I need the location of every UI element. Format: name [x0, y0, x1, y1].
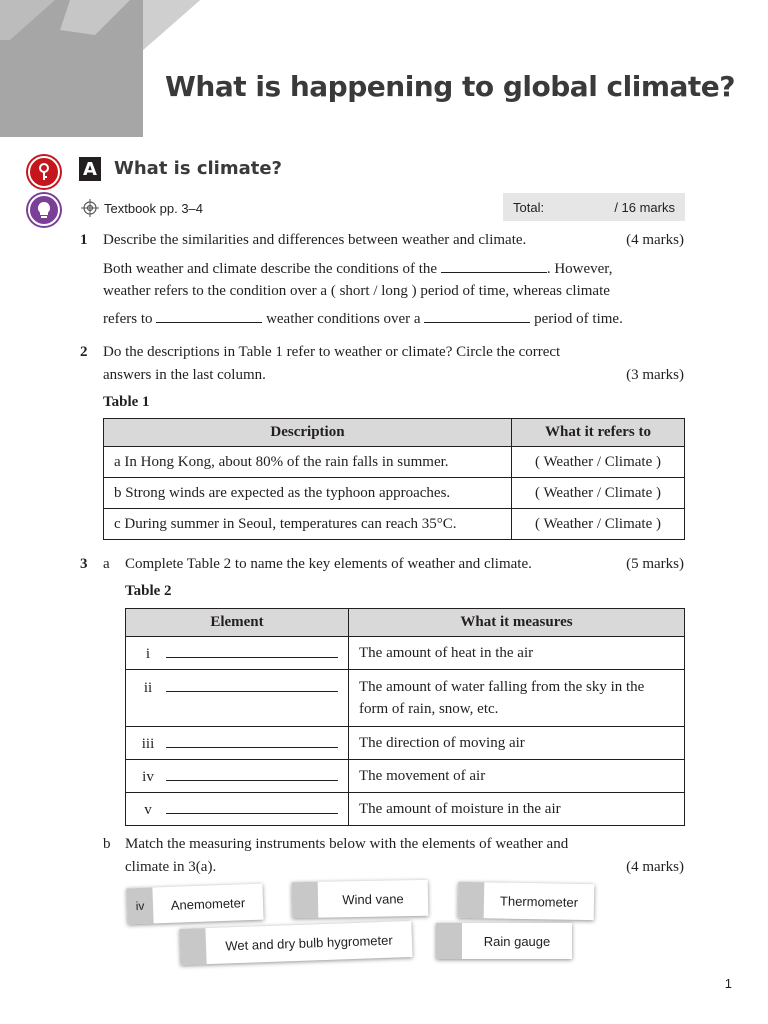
key-icon [28, 156, 60, 188]
q3b-prompt-line-2: climate in 3(a). [125, 859, 217, 875]
table-row [104, 478, 685, 509]
question-number: 3 [80, 556, 88, 572]
q1-line1-text-a: Both weather and climate describe the conditions of the [103, 261, 438, 277]
weather-climate-choice[interactable]: ( Weather / Climate ) [512, 478, 685, 509]
q1-prompt: Describe the similarities and differences between weather and climate. [103, 232, 527, 248]
q2-prompt-line-2: answers in the last column. [103, 367, 266, 383]
table-header: What it measures [349, 609, 685, 637]
instrument-card-rain-gauge[interactable] [436, 923, 572, 959]
instrument-card-anemometer[interactable] [126, 884, 263, 925]
element-blank[interactable] [166, 678, 338, 692]
row-numeral: ii [143, 680, 153, 696]
element-blank[interactable] [166, 800, 338, 814]
q3b-letter: b [103, 836, 111, 852]
element-blank[interactable] [166, 767, 338, 781]
table-row [126, 793, 685, 826]
element-blank[interactable] [166, 734, 338, 748]
section-title: What is climate? [114, 158, 283, 179]
lightbulb-icon [28, 194, 60, 226]
q3b-marks: (4 marks) [626, 859, 684, 875]
element-blank[interactable] [166, 644, 338, 658]
row-numeral: iii [141, 735, 155, 752]
measures-line-2: form of rain, snow, etc. [359, 701, 499, 717]
weather-climate-choice[interactable]: ( Weather / Climate ) [512, 447, 685, 478]
textbook-ref-text: Textbook pp. 3–4 [104, 200, 204, 216]
card-label: Wind vane [342, 890, 404, 907]
element-cell [126, 670, 349, 727]
fill-blank[interactable] [424, 309, 530, 323]
textbook-reference [80, 198, 203, 218]
page-title: What is happening to global climate? [165, 70, 736, 103]
instrument-card-wind-vane[interactable] [292, 880, 429, 918]
q1-answer-line-2: weather refers to the condition over a ( short / long ) period of time, whereas climate [103, 283, 610, 299]
total-label: Total: [513, 199, 545, 215]
card-label: Anemometer [170, 894, 246, 913]
target-icon [80, 198, 100, 218]
table-row [126, 760, 685, 793]
element-cell [126, 760, 349, 793]
weather-climate-choice[interactable]: ( Weather / Climate ) [512, 509, 685, 540]
section-letter: A [79, 157, 101, 181]
total-marks: / 16 marks [614, 199, 675, 215]
table-2 [125, 608, 685, 826]
instrument-card-hygrometer[interactable] [179, 921, 412, 965]
table-1-caption: Table 1 [103, 394, 150, 410]
card-label: Wet and dry bulb hygrometer [225, 932, 393, 953]
card-answer-tab[interactable]: iv [126, 887, 153, 924]
row-numeral: v [144, 801, 152, 818]
element-cell [126, 637, 349, 670]
question-number: 1 [80, 232, 88, 248]
card-label: Thermometer [499, 893, 579, 910]
element-cell [126, 727, 349, 760]
fill-blank[interactable] [441, 259, 547, 273]
fill-blank[interactable] [156, 309, 262, 323]
corner-decoration [0, 0, 200, 137]
measures-cell: The amount of heat in the air [349, 637, 685, 670]
table-row [126, 637, 685, 670]
table-cell-description: b Strong winds are expected as the typhoon approaches. [104, 478, 512, 509]
total-marks-box [503, 193, 685, 221]
q3a-marks: (5 marks) [626, 556, 684, 572]
q1-line3-text-a: refers to [103, 311, 153, 327]
q1-line3-text-b: weather conditions over a [266, 311, 421, 327]
measures-cell: The movement of air [349, 760, 685, 793]
element-cell [126, 793, 349, 826]
q1-answer-line-1 [103, 259, 612, 278]
table-row [126, 727, 685, 760]
row-numeral: i [145, 645, 151, 662]
card-answer-tab[interactable] [458, 882, 485, 918]
table-cell-description: c During summer in Seoul, temperatures can reach 35°C. [104, 509, 512, 540]
measures-cell: The amount of moisture in the air [349, 793, 685, 826]
q2-prompt-line-1: Do the descriptions in Table 1 refer to weather or climate? Circle the correct [103, 344, 561, 360]
measures-cell [349, 670, 685, 727]
table-row [104, 509, 685, 540]
instrument-card-thermometer[interactable] [458, 882, 595, 920]
q3a-prompt: Complete Table 2 to name the key elements of weather and climate. [125, 556, 532, 572]
q3b-prompt-line-1: Match the measuring instruments below with the elements of weather and [125, 836, 569, 852]
table-cell-description: a In Hong Kong, about 80% of the rain falls in summer. [104, 447, 512, 478]
card-answer-tab[interactable] [436, 923, 462, 959]
page-number: 1 [724, 976, 732, 991]
measures-line-1: The amount of water falling from the sky in the [359, 679, 645, 695]
q1-line1-text-b: . However, [546, 261, 613, 277]
table-header: Description [104, 419, 512, 447]
card-answer-tab[interactable] [179, 928, 206, 965]
table-row [126, 670, 685, 727]
q3a-letter: a [103, 556, 110, 572]
q1-line3-text-c: period of time. [534, 311, 623, 327]
table-row [104, 447, 685, 478]
table-header: Element [126, 609, 349, 637]
row-numeral: iv [142, 768, 154, 785]
measures-cell: The direction of moving air [349, 727, 685, 760]
card-label: Rain gauge [483, 933, 551, 949]
table-2-caption: Table 2 [125, 583, 172, 599]
question-number: 2 [80, 344, 88, 360]
q1-answer-line-3 [103, 309, 623, 328]
table-1 [103, 418, 685, 540]
card-answer-tab[interactable] [292, 882, 319, 918]
table-header: What it refers to [512, 419, 685, 447]
q2-marks: (3 marks) [626, 367, 684, 383]
q1-marks: (4 marks) [626, 232, 684, 248]
